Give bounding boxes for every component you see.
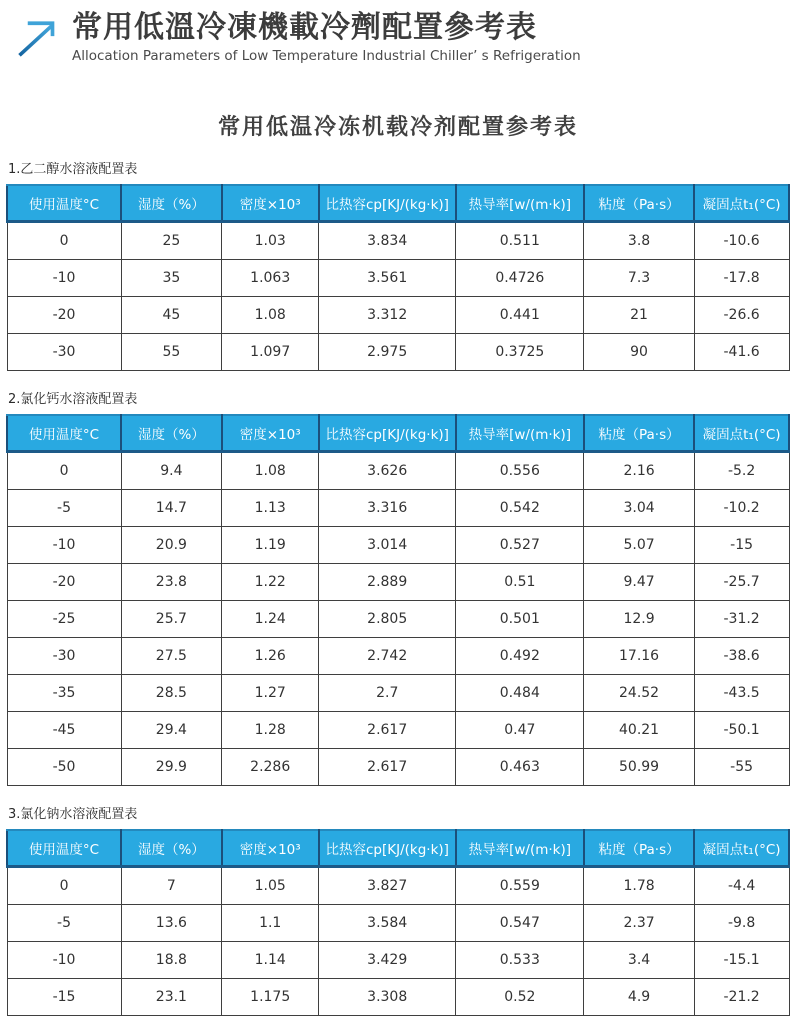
table-cell: -20 [7,564,121,601]
table-cell: -50.1 [694,712,789,749]
table-cell: 1.08 [222,452,319,490]
table-row [7,490,789,527]
document-title: 常用低温冷冻机载冷剂配置参考表 [217,115,578,140]
content [0,110,796,1016]
column-header: 热导率[w/(m·k)] [456,830,584,867]
banner-title: 常用低溫冷凍機載冷劑配置參考表 [72,10,537,45]
column-header: 凝固点t₁(°C) [694,830,789,867]
column-header: 密度×10³ [222,415,319,452]
table-cell: 1.19 [222,527,319,564]
section-sodium-chloride [0,803,796,1016]
column-header: 使用温度°C [7,415,121,452]
table-cell: 0.533 [456,942,584,979]
column-header: 粘度（Pa·s） [584,415,694,452]
table-cell: -17.8 [694,260,789,297]
table-row [7,260,789,297]
table-cell: -9.8 [694,905,789,942]
table-row [7,675,789,712]
table-cell: 3.561 [319,260,456,297]
table-cell: 3.014 [319,527,456,564]
table-cell: 18.8 [121,942,222,979]
table-row [7,601,789,638]
table-cell: 0.547 [456,905,584,942]
table-row [7,222,789,260]
calcium-chloride-table [6,414,790,786]
column-header: 凝固点t₁(°C) [694,185,789,222]
table-cell: 45 [121,297,222,334]
table-cell: 1.175 [222,979,319,1016]
table-row [7,638,789,675]
table-cell: 1.24 [222,601,319,638]
table-cell: 0 [7,867,121,905]
table-cell: 3.4 [584,942,694,979]
table-cell: 1.03 [222,222,319,260]
table-cell: 1.22 [222,564,319,601]
table-cell: 1.097 [222,334,319,371]
sodium-chloride-table [6,829,790,1016]
table-cell: -30 [7,638,121,675]
table-cell: 3.312 [319,297,456,334]
table-cell: -10.6 [694,222,789,260]
table-cell: -20 [7,297,121,334]
table-cell: 0.463 [456,749,584,786]
table-cell: -30 [7,334,121,371]
banner-text [72,10,581,65]
section-ethylene-glycol [0,158,796,371]
table-row [7,942,789,979]
table-cell: 13.6 [121,905,222,942]
table-row [7,564,789,601]
table-row [7,297,789,334]
table-cell: -10.2 [694,490,789,527]
table-row [7,712,789,749]
table-cell: 0.501 [456,601,584,638]
table-cell: 3.04 [584,490,694,527]
table-cell: 2.742 [319,638,456,675]
table-cell: 25.7 [121,601,222,638]
table-cell: -15 [7,979,121,1016]
table-cell: 0.511 [456,222,584,260]
table-header-row [7,830,789,867]
banner-subtitle: Allocation Parameters of Low Temperature Industrial Chiller’ s Refrigeration [72,48,581,64]
table-cell: 0.52 [456,979,584,1016]
table-cell: -25.7 [694,564,789,601]
table-cell: -15.1 [694,942,789,979]
table-cell: 0 [7,452,121,490]
table-cell: 0.51 [456,564,584,601]
section-label: 1.乙二醇水溶液配置表 [8,162,138,177]
table-cell: 25 [121,222,222,260]
table-cell: 90 [584,334,694,371]
table-cell: -21.2 [694,979,789,1016]
column-header: 比热容cp[KJ/(kg·k)] [319,185,456,222]
table-cell: 24.52 [584,675,694,712]
table-cell: -55 [694,749,789,786]
table-cell: 40.21 [584,712,694,749]
table-cell: 3.584 [319,905,456,942]
table-cell: 27.5 [121,638,222,675]
table-cell: 21 [584,297,694,334]
table-header-row [7,415,789,452]
table-cell: 1.78 [584,867,694,905]
table-cell: 2.617 [319,749,456,786]
table-cell: 1.14 [222,942,319,979]
table-cell: 20.9 [121,527,222,564]
column-header: 热导率[w/(m·k)] [456,185,584,222]
table-cell: 2.37 [584,905,694,942]
column-header: 粘度（Pa·s） [584,185,694,222]
table-cell: 23.1 [121,979,222,1016]
table-cell: 29.9 [121,749,222,786]
table-cell: 3.429 [319,942,456,979]
table-cell: -25 [7,601,121,638]
table-cell: 23.8 [121,564,222,601]
table-cell: 4.9 [584,979,694,1016]
table-cell: 55 [121,334,222,371]
table-cell: 12.9 [584,601,694,638]
table-cell: 2.7 [319,675,456,712]
section-calcium-chloride [0,388,796,786]
table-cell: -5 [7,490,121,527]
table-cell: -15 [694,527,789,564]
column-header: 使用温度°C [7,830,121,867]
table-cell: -50 [7,749,121,786]
column-header: 密度×10³ [222,830,319,867]
table-cell: -31.2 [694,601,789,638]
table-cell: 0.542 [456,490,584,527]
section-label: 3.氯化钠水溶液配置表 [8,807,138,822]
table-header-row [7,185,789,222]
table-cell: 7 [121,867,222,905]
table-cell: 3.8 [584,222,694,260]
table-cell: 3.626 [319,452,456,490]
table-cell: 1.26 [222,638,319,675]
table-cell: -10 [7,942,121,979]
table-cell: -5.2 [694,452,789,490]
table-row [7,979,789,1016]
table-cell: 50.99 [584,749,694,786]
table-cell: 17.16 [584,638,694,675]
table-cell: 5.07 [584,527,694,564]
table-cell: -26.6 [694,297,789,334]
table-row [7,527,789,564]
table-cell: 2.889 [319,564,456,601]
table-cell: 0 [7,222,121,260]
table-cell: -5 [7,905,121,942]
table-cell: 29.4 [121,712,222,749]
table-cell: -10 [7,527,121,564]
table-cell: 2.975 [319,334,456,371]
page-header [0,0,796,82]
table-cell: 35 [121,260,222,297]
table-cell: -35 [7,675,121,712]
column-header: 热导率[w/(m·k)] [456,415,584,452]
table-cell: -4.4 [694,867,789,905]
table-cell: 0.492 [456,638,584,675]
table-row [7,867,789,905]
table-cell: -38.6 [694,638,789,675]
table-cell: 14.7 [121,490,222,527]
table-cell: 1.1 [222,905,319,942]
table-cell: -41.6 [694,334,789,371]
table-cell: 2.286 [222,749,319,786]
table-cell: -45 [7,712,121,749]
table-cell: 1.28 [222,712,319,749]
table-cell: 3.827 [319,867,456,905]
table-cell: 0.4726 [456,260,584,297]
table-cell: 0.441 [456,297,584,334]
table-cell: -43.5 [694,675,789,712]
table-row [7,334,789,371]
table-cell: 3.834 [319,222,456,260]
table-cell: 1.063 [222,260,319,297]
table-cell: 0.527 [456,527,584,564]
table-row [7,905,789,942]
table-cell: 3.316 [319,490,456,527]
table-cell: 2.16 [584,452,694,490]
table-cell: 1.05 [222,867,319,905]
table-cell: 1.08 [222,297,319,334]
table-cell: 9.47 [584,564,694,601]
table-cell: 2.617 [319,712,456,749]
table-cell: -10 [7,260,121,297]
table-cell: 2.805 [319,601,456,638]
table-cell: 28.5 [121,675,222,712]
ethylene-glycol-table [6,184,790,371]
table-cell: 0.3725 [456,334,584,371]
column-header: 粘度（Pa·s） [584,830,694,867]
table-cell: 0.47 [456,712,584,749]
arrow-up-right-icon [14,14,58,60]
column-header: 湿度（%） [121,415,222,452]
column-header: 湿度（%） [121,830,222,867]
section-label: 2.氯化钙水溶液配置表 [8,392,138,407]
table-cell: 0.559 [456,867,584,905]
table-cell: 7.3 [584,260,694,297]
column-header: 凝固点t₁(°C) [694,415,789,452]
table-cell: 0.484 [456,675,584,712]
table-cell: 1.13 [222,490,319,527]
column-header: 使用温度°C [7,185,121,222]
table-row [7,452,789,490]
table-cell: 9.4 [121,452,222,490]
column-header: 比热容cp[KJ/(kg·k)] [319,830,456,867]
table-cell: 1.27 [222,675,319,712]
column-header: 密度×10³ [222,185,319,222]
column-header: 湿度（%） [121,185,222,222]
table-cell: 0.556 [456,452,584,490]
table-cell: 3.308 [319,979,456,1016]
column-header: 比热容cp[KJ/(kg·k)] [319,415,456,452]
table-row [7,749,789,786]
